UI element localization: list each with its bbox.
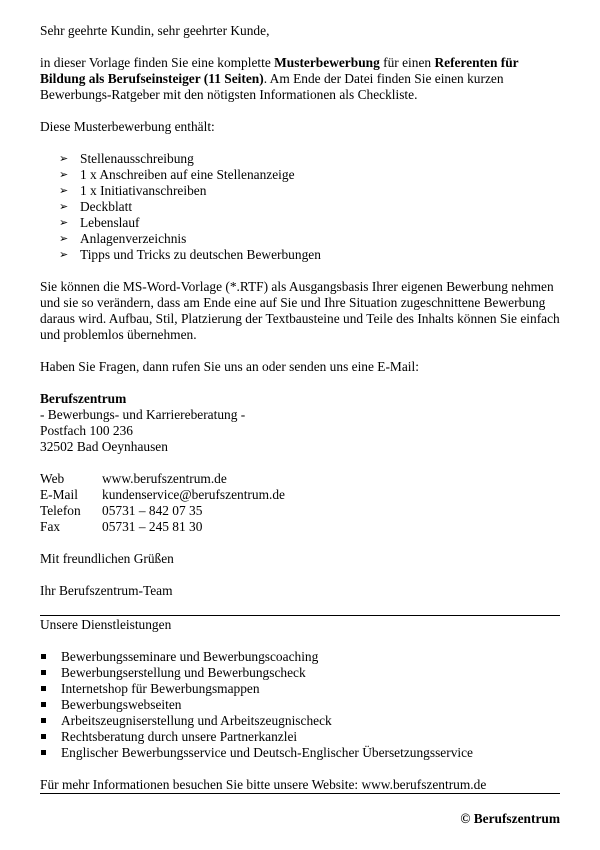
questions-paragraph: Haben Sie Fragen, dann rufen Sie uns an oder senden uns eine E-Mail: — [40, 359, 419, 374]
square-bullet-icon — [41, 718, 46, 723]
arrow-bullet-icon: ➢ — [59, 153, 69, 165]
list-item — [40, 215, 560, 231]
contact-row-web — [40, 471, 560, 487]
intro-paragraph — [40, 55, 560, 103]
company-tagline: - Bewerbungs- und Karriereberatung - — [40, 407, 246, 422]
intro-bold-2: Referenten für Bildung als Berufseinsteiger (11 Seiten) — [40, 55, 519, 86]
list-item-label: Tipps und Tricks zu deutschen Bewerbungen — [80, 247, 321, 262]
list-item-label: Bewerbungsseminare und Bewerbungscoaching — [61, 649, 319, 664]
list-item-label: Rechtsberatung durch unsere Partnerkanzlei — [61, 729, 298, 744]
list-item — [40, 167, 560, 183]
city: 32502 Bad Oeynhausen — [40, 439, 168, 454]
list-item — [40, 713, 560, 729]
list-item — [40, 649, 560, 665]
contact-table — [40, 471, 560, 535]
list-item — [40, 681, 560, 697]
square-bullet-icon — [41, 686, 46, 691]
square-bullet-icon — [41, 750, 46, 755]
list-item-label: 1 x Initiativanschreiben — [80, 183, 207, 198]
contact-label: E-Mail — [40, 487, 78, 502]
intro-text-1: in dieser Vorlage finden Sie eine komplette — [40, 55, 275, 70]
arrow-bullet-icon: ➢ — [59, 233, 69, 245]
intro-text-2: für einen — [379, 55, 435, 70]
list-item-label: Internetshop für Bewerbungsmappen — [61, 681, 260, 696]
contact-label: Telefon — [40, 503, 81, 518]
list-item — [40, 183, 560, 199]
list-item — [40, 745, 560, 761]
contact-label: Web — [40, 471, 65, 486]
list-item — [40, 231, 560, 247]
list-item-label: Englischer Bewerbungsservice und Deutsch-Englischer Übersetzungsservice — [61, 745, 473, 760]
greeting: Sehr geehrte Kundin, sehr geehrter Kunde, — [40, 23, 270, 38]
document-page — [40, 23, 560, 827]
email-link[interactable]: kundenservice@berufszentrum.de — [102, 487, 285, 502]
intro-bold-1: Musterbewerbung — [274, 55, 380, 70]
fax-value: 05731 – 245 81 30 — [102, 519, 203, 534]
list-item-label: Anlagenverzeichnis — [80, 231, 187, 246]
footer-divider — [40, 793, 560, 794]
square-bullet-icon — [41, 670, 46, 675]
closing: Mit freundlichen Grüßen — [40, 551, 174, 566]
copyright: © Berufszentrum — [460, 811, 560, 826]
company-name: Berufszentrum — [40, 391, 127, 406]
phone-value: 05731 – 842 07 35 — [102, 503, 203, 518]
square-bullet-icon — [41, 702, 46, 707]
list-item-label: Arbeitszeugniserstellung und Arbeitszeugnischeck — [61, 713, 332, 728]
list-item-label: Bewerbungserstellung und Bewerbungscheck — [61, 665, 306, 680]
services-list — [40, 649, 560, 761]
postbox: Postfach 100 236 — [40, 423, 133, 438]
contact-row-email — [40, 487, 560, 503]
list-item-label: Bewerbungswebseiten — [61, 697, 182, 712]
contact-row-phone — [40, 503, 560, 519]
arrow-bullet-icon: ➢ — [59, 185, 69, 197]
contact-label: Fax — [40, 519, 61, 534]
signature: Ihr Berufszentrum-Team — [40, 583, 173, 598]
arrow-bullet-icon: ➢ — [59, 169, 69, 181]
web-link[interactable]: www.berufszentrum.de — [102, 471, 227, 486]
list-item-label: Stellenausschreibung — [80, 151, 194, 166]
services-heading: Unsere Dienstleistungen — [40, 617, 172, 632]
square-bullet-icon — [41, 654, 46, 659]
list-item — [40, 247, 560, 263]
arrow-bullet-icon: ➢ — [59, 201, 69, 213]
arrow-bullet-icon: ➢ — [59, 249, 69, 261]
contents-list — [40, 151, 560, 263]
address-block — [40, 391, 560, 455]
contact-row-fax — [40, 519, 560, 535]
list-item-label: Lebenslauf — [80, 215, 140, 230]
contents-heading: Diese Musterbewerbung enthält: — [40, 119, 215, 134]
arrow-bullet-icon: ➢ — [59, 217, 69, 229]
list-item-label: 1 x Anschreiben auf eine Stellenanzeige — [80, 167, 295, 182]
more-info: Für mehr Informationen besuchen Sie bitte unsere Website: www.berufszentrum.de — [40, 777, 487, 792]
intro-text-3: . Am Ende der Datei finden Sie einen kurzen Bewerbungs-Ratgeber mit den nötigsten Informationen als Checkliste. — [40, 71, 504, 102]
usage-paragraph: Sie können die MS-Word-Vorlage (*.RTF) als Ausgangsbasis Ihrer eigenen Bewerbung nehmen und sie so verändern, dass am Ende eine auf Sie und Ihre Situation zugeschnittene Bewerbung daraus wird. Aufbau, Stil, Platzierung der Textbausteine und Teile des Inhalts können Sie einfach und problemlos übernehmen. — [40, 279, 560, 342]
list-item-label: Deckblatt — [80, 199, 133, 214]
list-item — [40, 697, 560, 713]
square-bullet-icon — [41, 734, 46, 739]
list-item — [40, 199, 560, 215]
list-item — [40, 729, 560, 745]
list-item — [40, 665, 560, 681]
list-item — [40, 151, 560, 167]
